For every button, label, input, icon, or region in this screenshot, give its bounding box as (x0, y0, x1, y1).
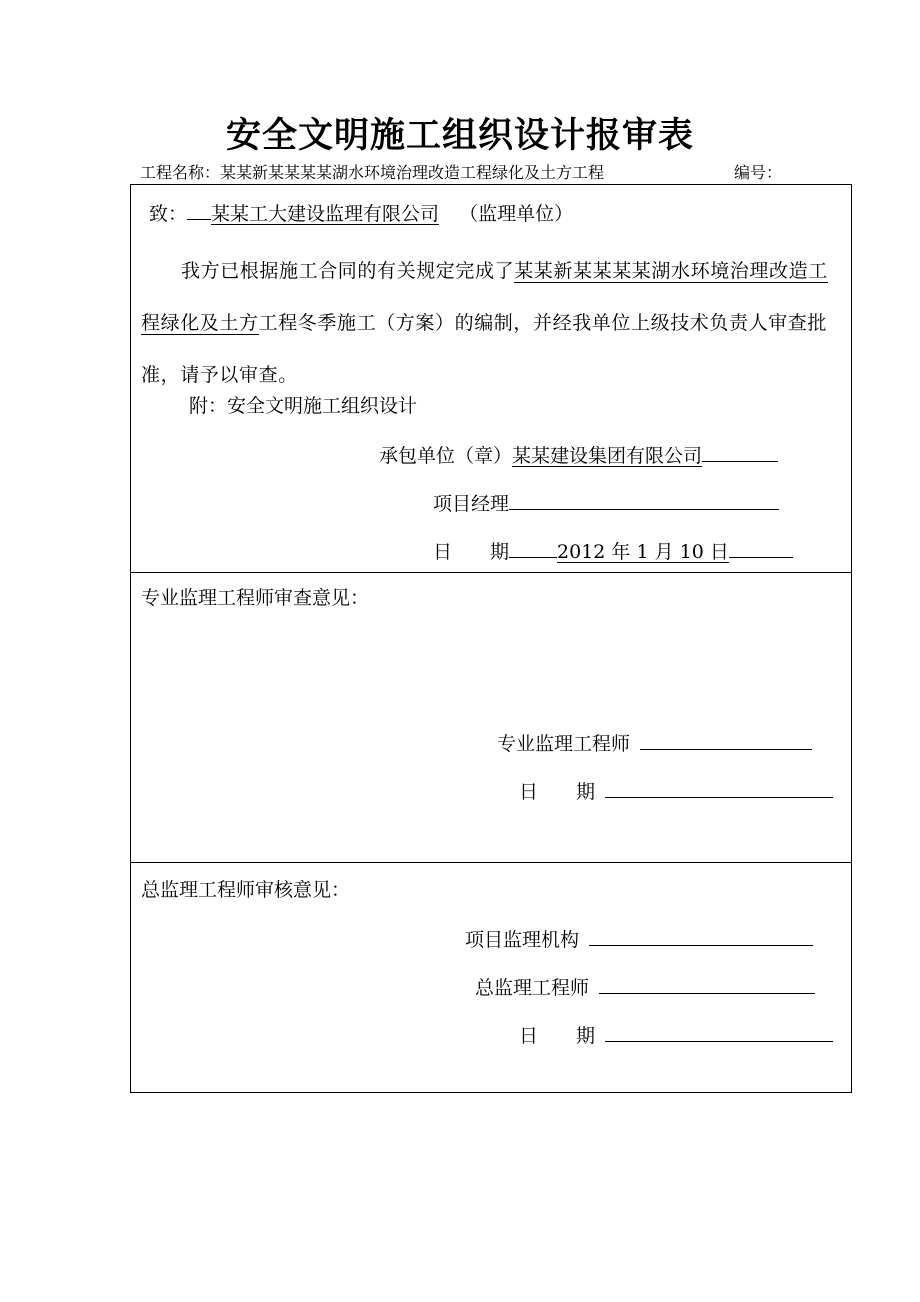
contractor-line (379, 441, 778, 469)
chief-date-label: 日 期 (519, 1025, 596, 1047)
chief-date-line (519, 1021, 833, 1049)
review-form (130, 184, 852, 1093)
engineer-signature-line (497, 729, 812, 757)
chief-signature-line (475, 973, 815, 1001)
org-label: 项目监理机构 (465, 929, 580, 951)
recipient-line (149, 199, 573, 227)
chief-label: 总监理工程师 (475, 977, 590, 999)
date-value: 2012 年 1 月 10 日 (557, 541, 729, 563)
chief-review-section (131, 863, 851, 1092)
supervisor-unit-note: （监理单位） (459, 203, 574, 225)
date-line (433, 537, 793, 565)
project-name-label: 工程名称： (140, 163, 221, 182)
para-project: 某某新某某某某湖水环境治理改造工程绿化及土方 (141, 260, 828, 334)
org-signature-field[interactable] (589, 925, 813, 946)
engineer-label: 专业监理工程师 (497, 733, 631, 755)
chief-signature-field[interactable] (599, 973, 815, 994)
contractor-value: 某某建设集团有限公司 (512, 445, 703, 467)
submission-section (131, 185, 851, 573)
manager-line (433, 489, 779, 517)
para-prefix: 我方已根据施工合同的有关规定完成了 (181, 260, 515, 282)
to-label: 致： (149, 203, 188, 225)
engineer-review-section (131, 573, 851, 863)
form-title: 安全文明施工组织设计报审表 (225, 115, 694, 156)
manager-label: 项目经理 (433, 493, 510, 515)
chief-review-heading: 总监理工程师审核意见： (141, 879, 351, 901)
engineer-signature-field[interactable] (640, 729, 812, 750)
supervisor-company: 某某工大建设监理有限公司 (211, 203, 440, 225)
engineer-date-line (519, 777, 833, 805)
chief-date-field[interactable] (605, 1021, 833, 1042)
engineer-date-label: 日 期 (519, 781, 596, 803)
date-label: 日 期 (433, 541, 510, 563)
manager-signature-field[interactable] (509, 489, 779, 510)
attachment-line: 附：安全文明施工组织设计 (189, 395, 418, 417)
para-suffix: 工程冬季施工（方案）的编制，并经我单位上级技术负责人审查批准，请予以审查。 (141, 312, 828, 386)
engineer-review-heading: 专业监理工程师审查意见： (141, 587, 370, 609)
project-name-value: 某某新某某某某湖水环境治理改造工程绿化及土方工程 (220, 163, 605, 182)
org-line (465, 925, 813, 953)
project-line (140, 162, 860, 184)
submission-paragraph (141, 245, 847, 401)
code-label: 编号： (734, 163, 783, 182)
contractor-label: 承包单位（章） (379, 445, 513, 467)
engineer-date-field[interactable] (605, 777, 833, 798)
